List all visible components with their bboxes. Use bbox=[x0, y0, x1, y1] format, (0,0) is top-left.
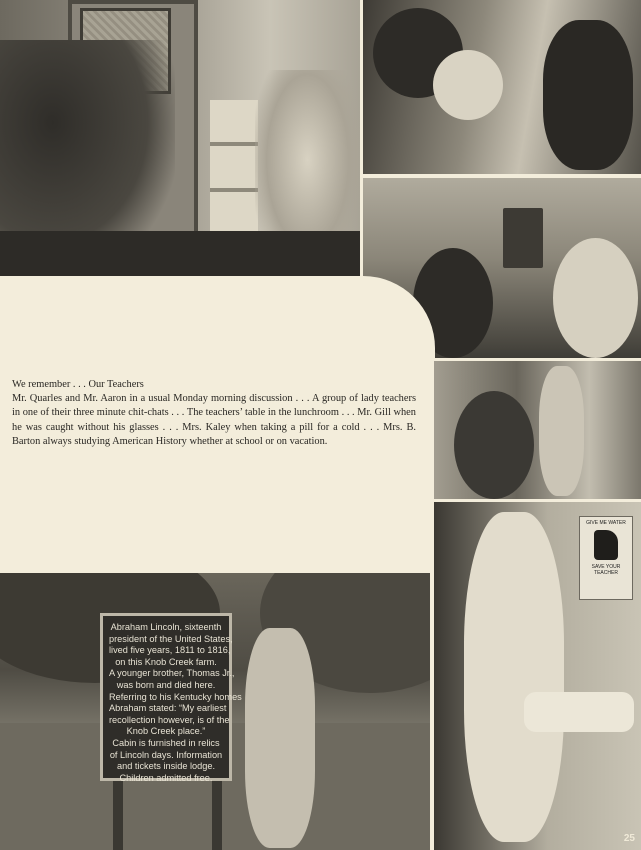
woman-standing bbox=[245, 628, 315, 848]
caption-body: Mr. Quarles and Mr. Aaron in a usual Monday morning discussion . . . A group of lady teachers in one of their three minute chit-chats . . . The teachers’ table in the lunchroom . . . Mr. Gill when he was caught without his glasses . . . Mrs. Kaley when taking a pill for a cold . . . Mrs. B. Barton always studying American History whether at school or on vacation. bbox=[12, 393, 416, 447]
sign-line: A younger brother, Thomas Jr., bbox=[109, 668, 235, 679]
poster-top-text: GIVE ME WATER bbox=[586, 520, 626, 526]
photo-mrs-barton bbox=[0, 573, 430, 850]
sign-line: recollection however, is of the bbox=[109, 714, 230, 725]
water-poster bbox=[579, 516, 633, 600]
hand-icon bbox=[594, 530, 618, 560]
sign-line: and tickets inside lodge. bbox=[116, 761, 216, 772]
sign-line: lived five years, 1811 to 1816, bbox=[109, 645, 231, 656]
photo-mrs-kaley bbox=[434, 502, 641, 850]
photo-mr-gill bbox=[434, 361, 641, 499]
sign-line: was born and died here. bbox=[116, 679, 216, 690]
poster-bottom-text: SAVE YOUR TEACHER bbox=[591, 564, 621, 576]
sign-post-right bbox=[212, 781, 222, 850]
sign-line: Knob Creek place.” bbox=[126, 726, 206, 737]
caption-heading: We remember . . . Our Teachers bbox=[12, 379, 144, 390]
sign-post-left bbox=[113, 781, 123, 850]
sign-line: Referring to his Kentucky homes bbox=[109, 691, 242, 702]
teacher-standing bbox=[553, 238, 638, 358]
photo-lady-teachers bbox=[363, 0, 641, 174]
caption-block bbox=[12, 378, 416, 449]
woman-right bbox=[543, 20, 633, 170]
sign-line: Cabin is furnished in relics bbox=[112, 737, 220, 748]
stacked-boxes bbox=[210, 100, 258, 238]
sign-line: president of the United States, bbox=[109, 633, 233, 644]
woman-at-board bbox=[539, 366, 584, 496]
lunchroom-door bbox=[503, 208, 543, 268]
sign-line: of Lincoln days. Information bbox=[109, 749, 223, 760]
woman-face bbox=[433, 50, 503, 120]
man-at-desk bbox=[454, 391, 534, 499]
sign-line: on this Knob Creek farm. bbox=[115, 656, 217, 667]
sign-line: Abraham stated: “My earliest bbox=[109, 703, 227, 714]
lincoln-sign bbox=[100, 613, 242, 783]
sink bbox=[524, 692, 634, 732]
page-number: 25 bbox=[623, 833, 635, 844]
sign-line: Children admitted free. bbox=[119, 772, 213, 783]
woman-at-sink bbox=[464, 512, 564, 842]
photo-quarles-aaron bbox=[0, 0, 360, 276]
floor bbox=[0, 231, 360, 276]
sign-line: Abraham Lincoln, sixteenth bbox=[110, 622, 222, 632]
